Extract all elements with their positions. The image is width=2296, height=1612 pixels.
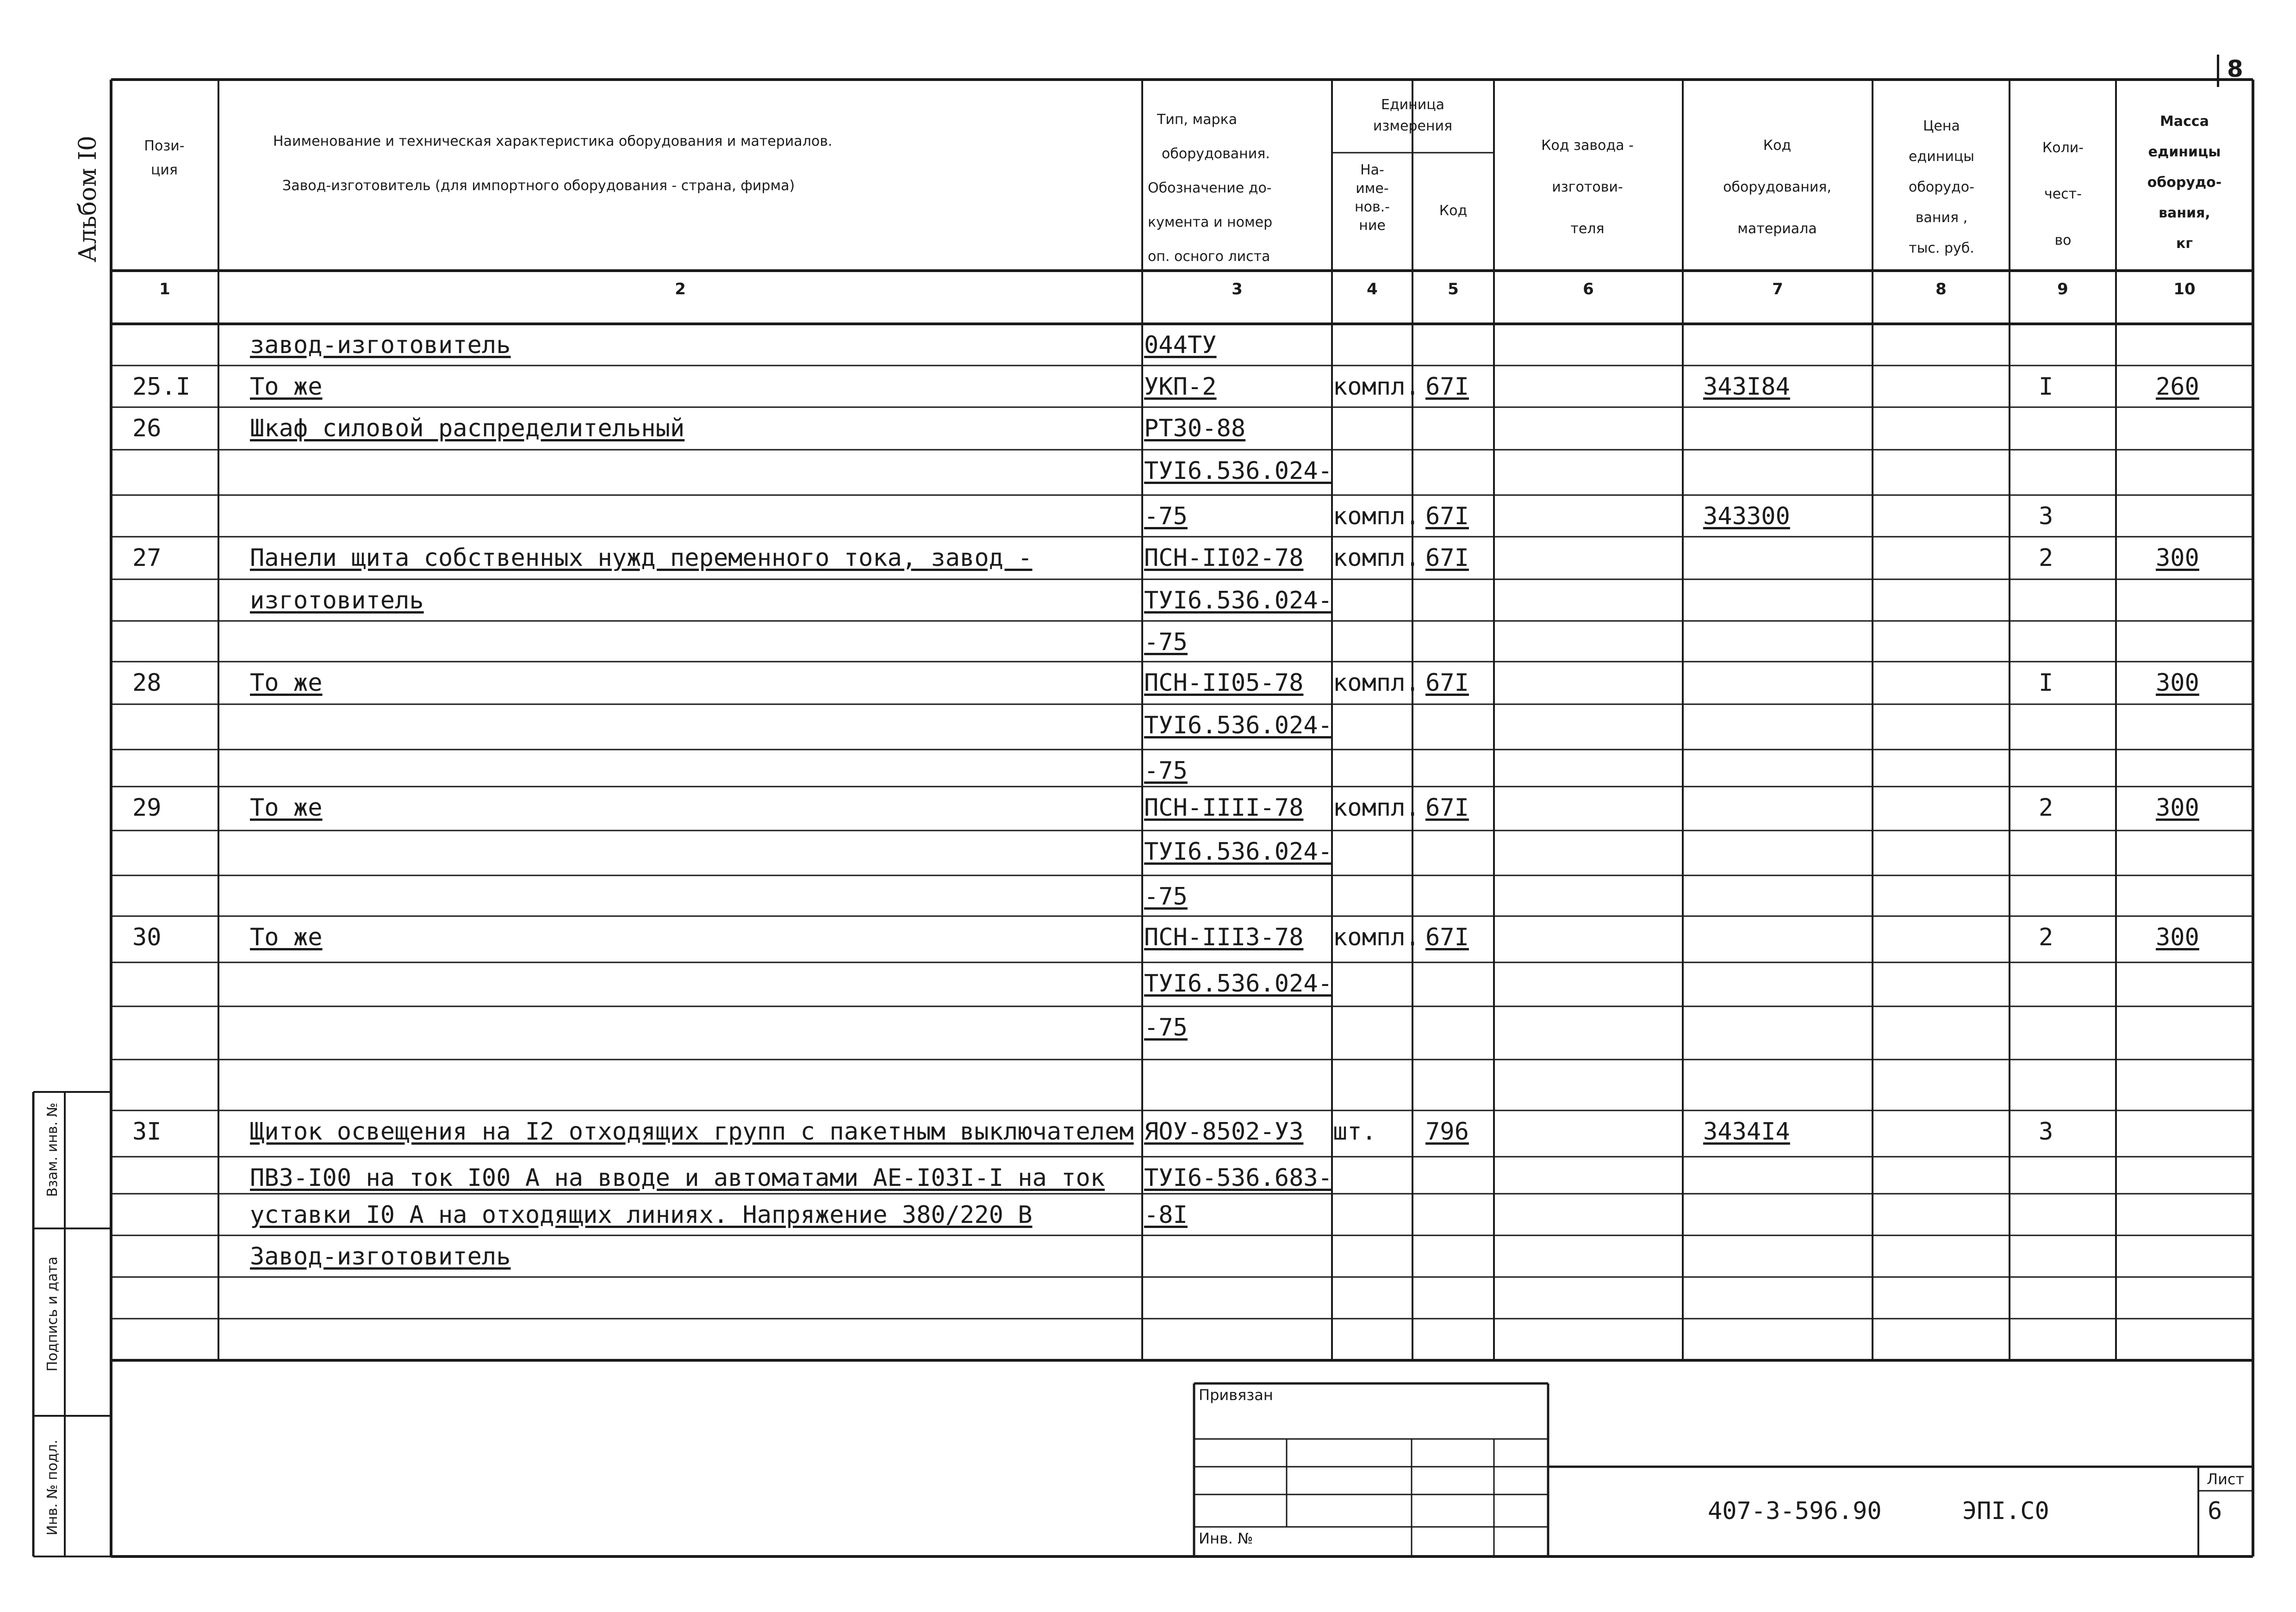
cell-name: Панели щита собственных нужд переменного тока, завод - (250, 544, 1033, 572)
cell-name: уставки I0 А на отходящих линиях. Напряжение 380/220 В (250, 1201, 1033, 1229)
cell-type: РТ30-88 (1144, 415, 1246, 442)
cell-type: ПСН-III3-78 (1144, 924, 1304, 951)
cell-qty: 3 (2039, 1118, 2053, 1146)
column-number-1: 1 (159, 280, 170, 298)
cell-code: 67I (1425, 544, 1469, 572)
header-col8: Цена единицы оборудо- вания , тыс. руб. (1909, 118, 1974, 256)
cell-qty: 3 (2039, 502, 2053, 530)
cell-name: Шкаф силовой распределительный (250, 415, 685, 442)
side-stamp-podpis: Подпись и дата (44, 1256, 61, 1372)
cell-type: ТУI6.536.024- (1144, 457, 1332, 485)
cell-code: 67I (1425, 502, 1469, 530)
column-number-9: 9 (2057, 280, 2068, 298)
cell-pos: 30 (132, 924, 162, 951)
sheet-number: 6 (2208, 1497, 2222, 1525)
header-col6: Код завода - изготови- теля (1541, 137, 1634, 237)
cell-unit: компл. (1333, 502, 1420, 530)
cell-type: ТУI6.536.024- (1144, 838, 1332, 866)
header-col7: Код оборудования, материала (1723, 137, 1831, 237)
cell-code7: 343300 (1703, 502, 1790, 530)
cell-unit: компл. (1333, 373, 1420, 401)
cell-pos: 27 (132, 544, 162, 572)
cell-name: изготовитель (250, 587, 424, 614)
cell-code: 67I (1425, 373, 1469, 401)
cell-type: -75 (1144, 1014, 1188, 1042)
cell-pos: 29 (132, 794, 162, 822)
cell-mass: 260 (2156, 373, 2199, 401)
cell-type: -75 (1144, 502, 1188, 530)
header-col5: Код (1439, 203, 1468, 219)
cell-unit: компл. (1333, 924, 1420, 951)
column-number-5: 5 (1448, 280, 1459, 298)
cell-pos: 3I (132, 1118, 162, 1146)
column-number-3: 3 (1232, 280, 1243, 298)
document-code: 407-3-596.90 (1708, 1497, 1882, 1525)
sheet-label: Лист (2207, 1470, 2245, 1488)
cell-mass: 300 (2156, 669, 2199, 697)
stamp-privyazan: Привязан (1199, 1386, 1273, 1404)
cell-qty: 2 (2039, 924, 2053, 951)
cell-type: ПСН-II02-78 (1144, 544, 1304, 572)
cell-qty: 2 (2039, 544, 2053, 572)
cell-name: То же (250, 373, 323, 401)
side-stamp-vzam: Взам. инв. № (44, 1103, 61, 1197)
cell-name: То же (250, 669, 323, 697)
cell-pos: 28 (132, 669, 162, 697)
cell-type: ТУI6.536.024- (1144, 970, 1332, 998)
cell-qty: 2 (2039, 794, 2053, 822)
column-number-10: 10 (2173, 280, 2196, 298)
cell-qty: I (2039, 669, 2053, 697)
header-unit: Единица измерения (1373, 97, 1453, 134)
column-number-8: 8 (1935, 280, 1947, 298)
header-col9: Коли- чест- во (2042, 140, 2084, 248)
cell-type: -75 (1144, 757, 1188, 785)
cell-name: Щиток освещения на I2 отходящих групп с пакетным выключателем (250, 1118, 1134, 1146)
cell-pos: 25.I (132, 373, 191, 401)
column-number-7: 7 (1772, 280, 1783, 298)
cell-type: 044ТУ (1144, 331, 1217, 359)
cell-type: -75 (1144, 883, 1188, 911)
cell-type: -8I (1144, 1201, 1188, 1229)
cell-code: 67I (1425, 669, 1469, 697)
cell-mass: 300 (2156, 924, 2199, 951)
cell-name: То же (250, 794, 323, 822)
stamp-inv-no: Инв. № (1199, 1530, 1253, 1547)
header-col1: Пози- ция (144, 138, 185, 178)
header-col2: Наименование и техническая характеристика оборудования и материалов. Завод-изготовитель (для импортного оборудования - страна, фирма) (273, 133, 833, 194)
column-number-6: 6 (1583, 280, 1594, 298)
cell-type: ЯОУ-8502-У3 (1144, 1118, 1304, 1146)
cell-name: ПВЗ-I00 на ток I00 А на вводе и автоматами АЕ-I03I-I на ток (250, 1164, 1105, 1192)
column-number-4: 4 (1367, 280, 1378, 298)
cell-code7: 343I84 (1703, 373, 1790, 401)
cell-type: ПСН-II05-78 (1144, 669, 1304, 697)
cell-name: Завод-изготовитель (250, 1243, 511, 1271)
cell-mass: 300 (2156, 794, 2199, 822)
album-label: Альбом I0 (74, 136, 102, 262)
cell-qty: I (2039, 373, 2053, 401)
document-suffix: ЭПI.С0 (1962, 1497, 2049, 1525)
header-col4: На- име- нов.- ние (1354, 162, 1390, 234)
cell-unit: компл. (1333, 669, 1420, 697)
header-col10: Масса единицы оборудо- вания, кг (2147, 113, 2222, 252)
cell-unit: компл. (1333, 544, 1420, 572)
side-stamp-inv-podl: Инв. № подл. (44, 1439, 61, 1536)
cell-mass: 300 (2156, 544, 2199, 572)
cell-unit: компл. (1333, 794, 1420, 822)
page-number: 8 (2227, 56, 2243, 82)
cell-code: 796 (1425, 1118, 1469, 1146)
cell-name: завод-изготовитель (250, 331, 511, 359)
cell-type: УКП-2 (1144, 373, 1217, 401)
cell-code7: 3434I4 (1703, 1118, 1790, 1146)
column-number-2: 2 (675, 280, 686, 298)
cell-type: ТУI6.536.024- (1144, 587, 1332, 614)
cell-code: 67I (1425, 794, 1469, 822)
cell-type: -75 (1144, 628, 1188, 656)
header-col3: Тип, марка оборудования. Обозначение до- кумента и номер оп. осного листа (1148, 112, 1273, 265)
cell-unit: шт. (1333, 1118, 1376, 1146)
cell-name: То же (250, 924, 323, 951)
cell-type: ПСН-IIII-78 (1144, 794, 1304, 822)
cell-type: ТУI6-536.683- (1144, 1164, 1332, 1192)
cell-pos: 26 (132, 415, 162, 442)
cell-code: 67I (1425, 924, 1469, 951)
cell-type: ТУI6.536.024- (1144, 712, 1332, 739)
